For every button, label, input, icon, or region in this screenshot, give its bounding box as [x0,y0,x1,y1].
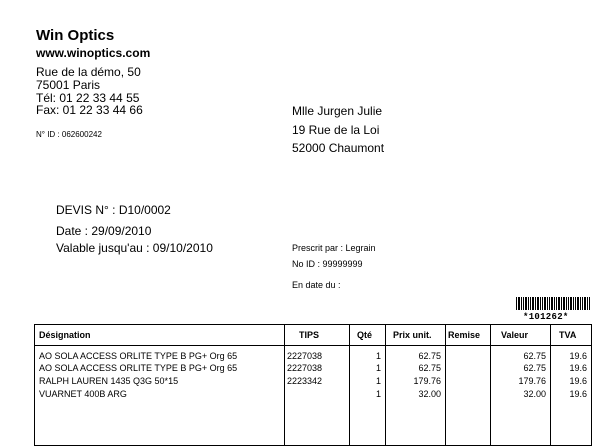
cell-designation: RALPH LAUREN 1435 Q3G 50*15 [39,376,179,386]
cell-valeur: 179.76 [518,376,546,386]
table-row [35,351,591,363]
cell-designation: VUARNET 400B ARG [39,389,127,399]
table-row [35,376,591,388]
cell-qte: 1 [375,351,381,361]
cell-designation: AO SOLA ACCESS ORLITE TYPE B PG+ Org 65 [39,363,238,373]
cell-valeur: 62.75 [523,363,546,373]
company-website: www.winoptics.com [36,46,151,60]
company-tel: Tél: 01 22 33 44 55 [36,91,140,105]
header-qte: Qté [357,330,373,340]
items-table [34,324,592,446]
cell-designation: AO SOLA ACCESS ORLITE TYPE B PG+ Org 65 [39,351,238,361]
client-name: Mlle Jurgen Julie [292,104,383,118]
header-remise: Remise [448,330,481,340]
cell-qte: 1 [375,363,381,373]
company-address-line2: 75001 Paris [36,78,101,92]
barcode-number: *101262* [523,312,569,322]
cell-tva: 19.6 [569,351,587,361]
company-fax: Fax: 01 22 33 44 66 [36,103,143,117]
cell-tva: 19.6 [569,363,587,373]
cell-valeur: 32.00 [523,389,546,399]
client-city: 52000 Chaumont [292,141,385,155]
prescription-date: En date du : [292,280,341,290]
client-street: 19 Rue de la Loi [292,123,380,137]
cell-prix: 32.00 [418,389,441,399]
header-designation: Désignation [39,330,91,340]
cell-tips: 2227038 [287,363,323,373]
cell-prix: 179.76 [413,376,441,386]
company-name: Win Optics [36,27,115,44]
cell-qte: 1 [375,389,381,399]
devis-date: Date : 29/09/2010 [56,224,152,238]
table-row [35,363,591,375]
cell-tips: 2223342 [287,376,323,386]
prescriber: Prescrit par : Legrain [292,243,376,253]
devis-valid-until: Valable jusqu'au : 09/10/2010 [56,241,213,255]
cell-tips: 2227038 [287,351,323,361]
cell-valeur: 62.75 [523,351,546,361]
cell-qte: 1 [375,376,381,386]
header-valeur: Valeur [501,330,529,340]
header-tips: TIPS [299,330,320,340]
company-address-line1: Rue de la démo, 50 [36,65,141,79]
company-n-id: N° ID : 062600242 [36,130,102,139]
barcode [516,297,590,310]
header-prix: Prix unit. [393,330,432,340]
devis-number: DEVIS N° : D10/0002 [56,203,171,217]
cell-tva: 19.6 [569,376,587,386]
cell-prix: 62.75 [418,351,441,361]
table-row [35,389,591,401]
cell-prix: 62.75 [418,363,441,373]
header-tva: TVA [559,330,577,340]
prescription-id: No ID : 99999999 [292,259,363,269]
cell-tva: 19.6 [569,389,587,399]
